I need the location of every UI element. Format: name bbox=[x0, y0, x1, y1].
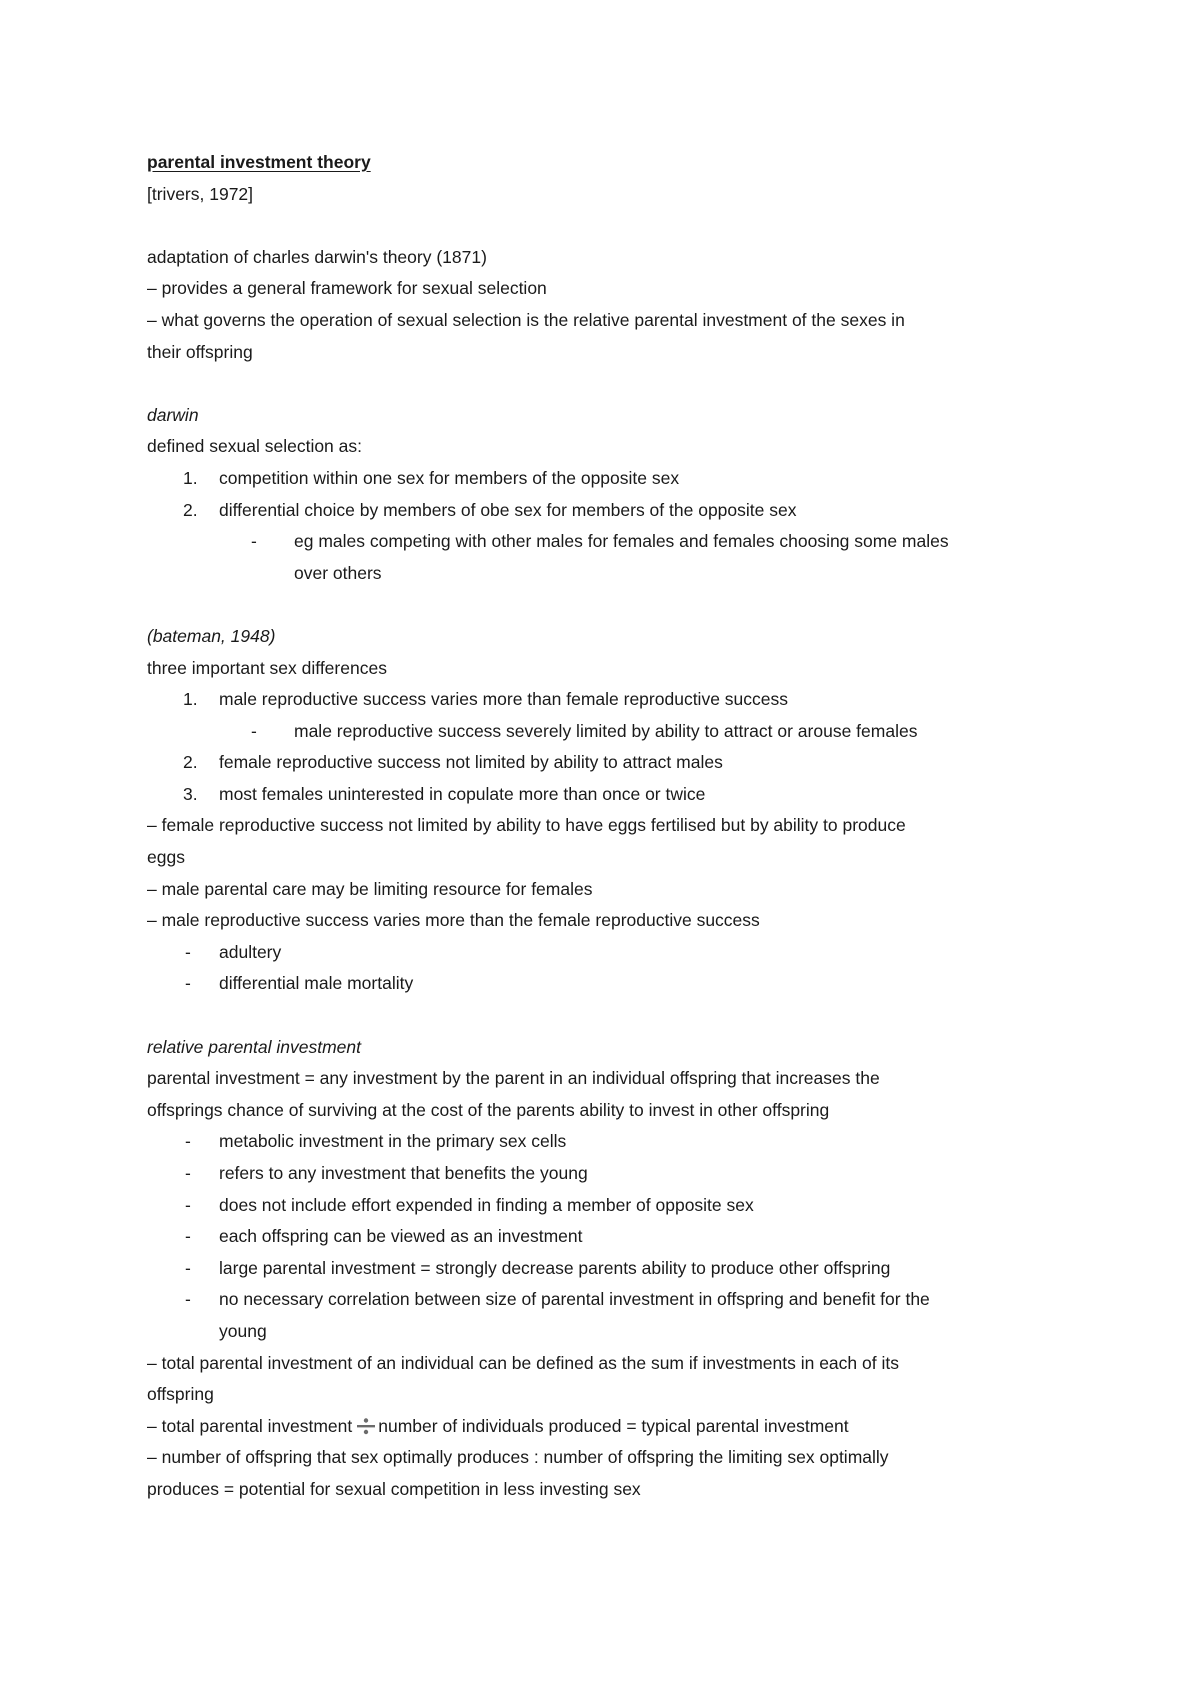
sub-bullet bbox=[147, 716, 1067, 748]
item-number: 1. bbox=[183, 467, 198, 488]
item-number: 1. bbox=[183, 689, 198, 710]
bullet-dash: - bbox=[185, 1257, 191, 1278]
bullet-dash: - bbox=[185, 941, 191, 962]
intro-line: adaptation of charles darwin's theory (1871) bbox=[147, 246, 487, 267]
point: – male parental care may be limiting resource for females bbox=[147, 878, 593, 899]
item-number: 2. bbox=[183, 499, 198, 520]
bullet-item bbox=[147, 1284, 1067, 1316]
citation: [trivers, 1972] bbox=[147, 183, 254, 204]
item-text: most females uninterested in copulate more than once or twice bbox=[219, 783, 706, 804]
bullet-item bbox=[147, 1126, 1067, 1158]
bullet-dash: - bbox=[251, 531, 257, 552]
sub-bullet-continued: over others bbox=[294, 562, 382, 583]
numbered-item bbox=[147, 779, 1067, 811]
spacer bbox=[147, 1000, 1067, 1032]
bullet-dash: - bbox=[185, 1226, 191, 1247]
point: – number of offspring that sex optimally produces : number of offspring the limiting sex optimally bbox=[147, 1447, 889, 1468]
section-heading-darwin: darwin bbox=[147, 404, 199, 425]
bullet-text: adultery bbox=[219, 941, 282, 962]
section-heading-bateman: (bateman, 1948) bbox=[147, 625, 276, 646]
bullet-text: no necessary correlation between size of parental investment in offspring and benefit for the bbox=[219, 1289, 930, 1310]
spacer bbox=[147, 210, 1067, 242]
bullet-dash: - bbox=[185, 973, 191, 994]
bullet-item bbox=[147, 937, 1067, 969]
document-title: parental investment theory bbox=[147, 152, 371, 172]
bullet-text: refers to any investment that benefits the young bbox=[219, 1163, 588, 1183]
item-text: male reproductive success varies more than female reproductive success bbox=[219, 689, 788, 710]
point-continued: eggs bbox=[147, 847, 185, 868]
spacer bbox=[147, 368, 1067, 400]
bullet-item bbox=[147, 968, 1067, 1000]
intro-point: – provides a general framework for sexual selection bbox=[147, 278, 547, 299]
section-lead: defined sexual selection as: bbox=[147, 436, 362, 457]
formula-right: number of individuals produced = typical parental investment bbox=[378, 1415, 849, 1436]
bullet-dash: - bbox=[185, 1163, 191, 1183]
bullet-dash: - bbox=[185, 1194, 191, 1215]
bullet-item bbox=[147, 1158, 1067, 1190]
item-number: 3. bbox=[183, 783, 198, 804]
formula-line bbox=[147, 1411, 1067, 1443]
bullet-dash: - bbox=[185, 1289, 191, 1310]
item-text: differential choice by members of obe sex for members of the opposite sex bbox=[219, 499, 797, 520]
bullet-item bbox=[147, 1253, 1067, 1285]
bullet-dash: - bbox=[251, 720, 257, 741]
bullet-continued: young bbox=[219, 1320, 267, 1341]
sub-bullet-text: eg males competing with other males for females and females choosing some males bbox=[294, 531, 949, 552]
numbered-item bbox=[147, 747, 1067, 779]
bullet-text: differential male mortality bbox=[219, 973, 414, 994]
point: – total parental investment of an individual can be defined as the sum if investments in each of its bbox=[147, 1352, 899, 1373]
numbered-item bbox=[147, 463, 1067, 495]
sub-bullet-text: male reproductive success severely limited by ability to attract or arouse females bbox=[294, 720, 918, 741]
bullet-dash: - bbox=[185, 1131, 191, 1152]
bullet-item bbox=[147, 1190, 1067, 1222]
bullet-text: large parental investment = strongly decrease parents ability to produce other offspring bbox=[219, 1257, 891, 1278]
definition-continued: offsprings chance of surviving at the cost of the parents ability to invest in other offspring bbox=[147, 1099, 830, 1120]
section-lead: three important sex differences bbox=[147, 657, 387, 678]
item-text: competition within one sex for members of the opposite sex bbox=[219, 467, 680, 488]
bullet-text: metabolic investment in the primary sex cells bbox=[219, 1131, 567, 1152]
formula-left: – total parental investment bbox=[147, 1415, 353, 1436]
document-body bbox=[147, 147, 1067, 1506]
item-text: female reproductive success not limited by ability to attract males bbox=[219, 752, 723, 773]
intro-point-continued: their offspring bbox=[147, 341, 253, 362]
bullet-item bbox=[147, 1221, 1067, 1253]
bullet-text: each offspring can be viewed as an investment bbox=[219, 1226, 583, 1247]
item-number: 2. bbox=[183, 752, 198, 773]
point-continued: produces = potential for sexual competition in less investing sex bbox=[147, 1478, 641, 1499]
spacer bbox=[147, 589, 1067, 621]
numbered-item bbox=[147, 684, 1067, 716]
bullet-text: does not include effort expended in finding a member of opposite sex bbox=[219, 1194, 754, 1215]
numbered-item bbox=[147, 495, 1067, 527]
section-heading-relative: relative parental investment bbox=[147, 1036, 361, 1057]
point: – female reproductive success not limited by ability to have eggs fertilised but by ability to produce bbox=[147, 815, 906, 836]
division-icon bbox=[356, 1415, 376, 1435]
point-continued: offspring bbox=[147, 1384, 214, 1405]
definition: parental investment = any investment by the parent in an individual offspring that increases the bbox=[147, 1068, 880, 1089]
sub-bullet bbox=[147, 526, 1067, 558]
intro-point: – what governs the operation of sexual selection is the relative parental investment of the sexes in bbox=[147, 309, 905, 330]
point: – male reproductive success varies more than the female reproductive success bbox=[147, 910, 760, 931]
